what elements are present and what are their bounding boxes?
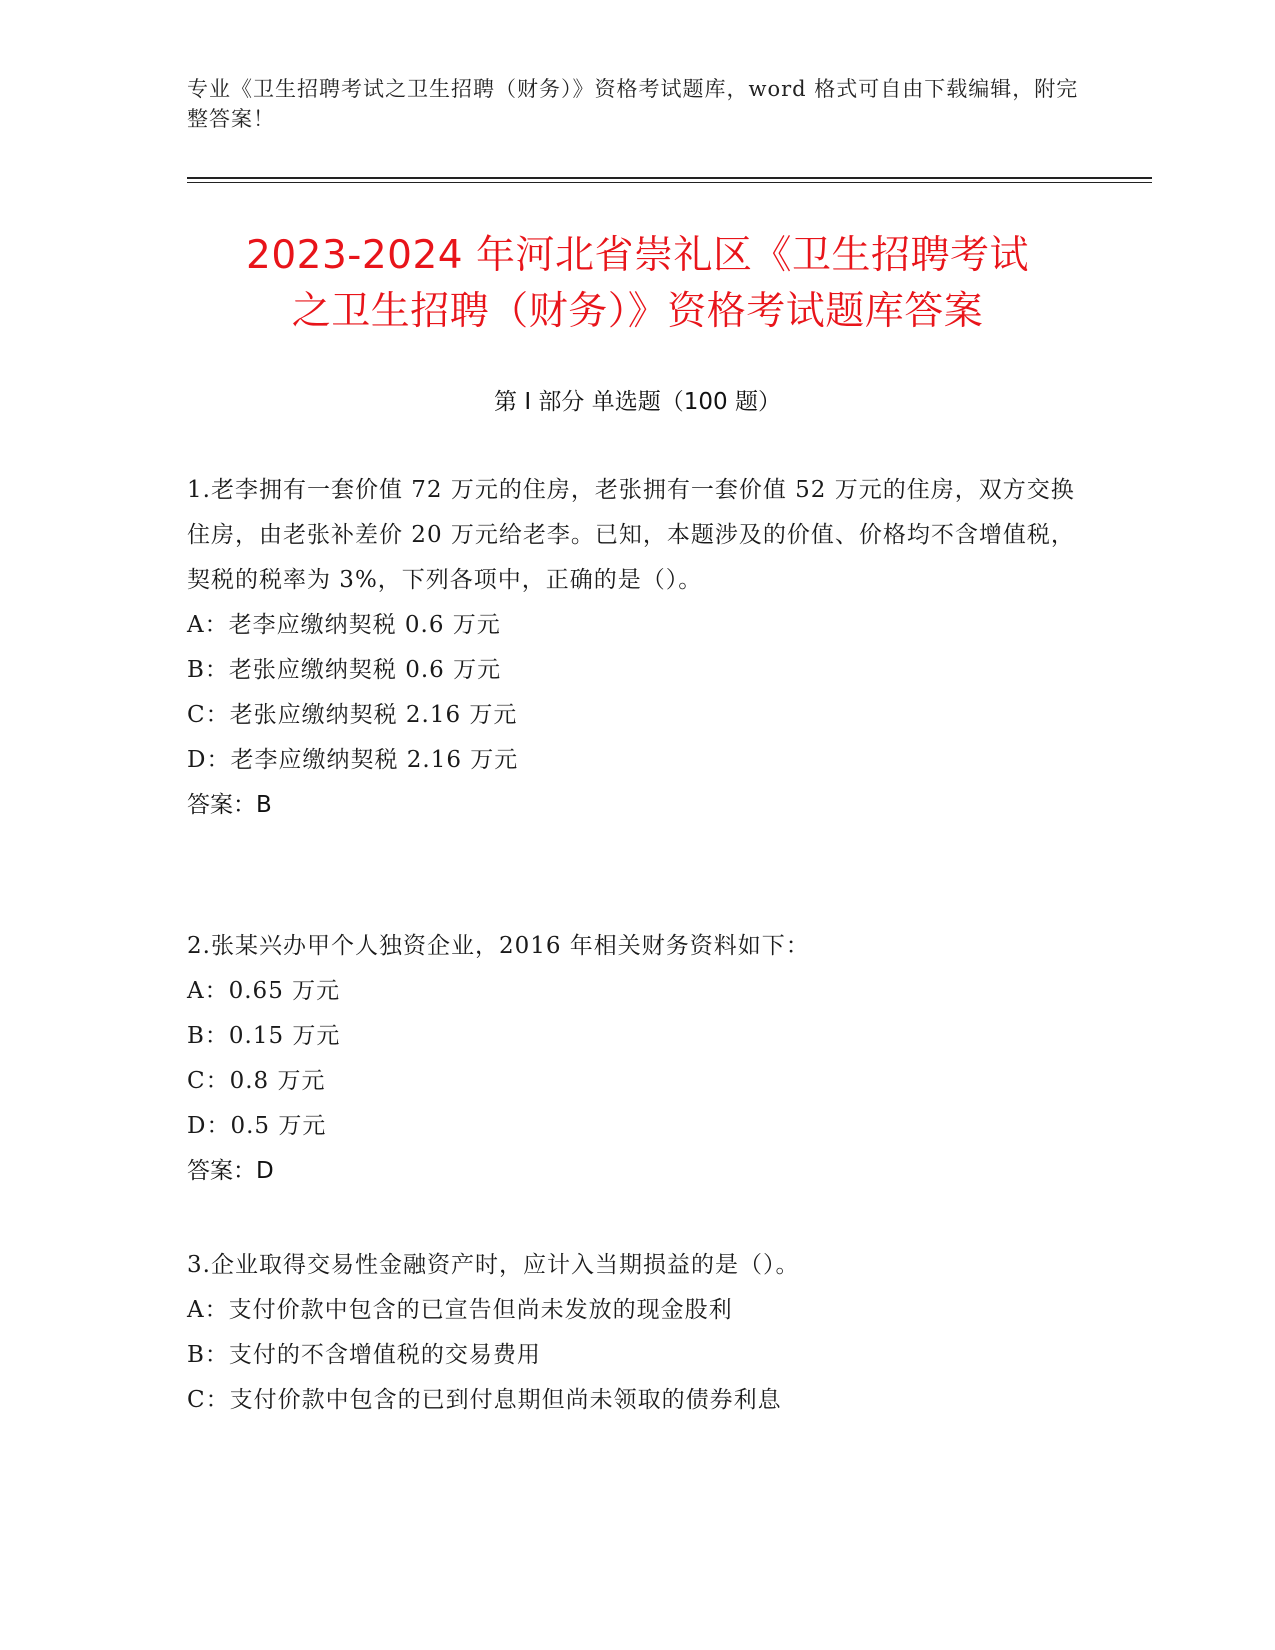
header-note: 专业《卫生招聘考试之卫生招聘（财务）》资格考试题库，word 格式可自由下载编辑，附完整答案！ (187, 77, 1079, 131)
header-divider (187, 177, 1152, 179)
option-b: B：老张应缴纳契税 0.6 万元 (187, 657, 502, 683)
option-c: C：老张应缴纳契税 2.16 万元 (187, 702, 518, 728)
question-stem: 1.老李拥有一套价值 72 万元的住房，老张拥有一套价值 52 万元的住房，双方交换住房，由老张补差价 20 万元给老李。已知，本题涉及的价值、价格均不含增值税，契税的税率为 3%，下列各项中，正确的是（）。 (187, 477, 1075, 593)
header-divider-thin (187, 182, 1152, 183)
document-title-line-2: 之卫生招聘（财务）》资格考试题库答案 (291, 289, 984, 334)
answer: 答案：B (187, 792, 272, 818)
option-b: B：0.15 万元 (187, 1023, 341, 1049)
question-stem: 3.企业取得交易性金融资产时，应计入当期损益的是（）。 (187, 1252, 800, 1278)
document-title (150, 228, 1125, 340)
option-d: D：0.5 万元 (187, 1113, 327, 1139)
option-a: A：支付价款中包含的已宣告但尚未发放的现金股利 (187, 1297, 733, 1323)
option-a: A：老李应缴纳契税 0.6 万元 (187, 612, 501, 638)
question-stem: 2.张某兴办甲个人独资企业，2016 年相关财务资料如下： (187, 933, 810, 959)
option-a: A：0.65 万元 (187, 978, 341, 1004)
option-c: C：支付价款中包含的已到付息期但尚未领取的债券利息 (187, 1387, 782, 1413)
option-d: D：老李应缴纳契税 2.16 万元 (187, 747, 519, 773)
question-3 (187, 1243, 1077, 1423)
question-2 (187, 924, 1077, 1194)
section-title: 第 I 部分 单选题（100 题） (494, 389, 781, 415)
option-c: C：0.8 万元 (187, 1068, 326, 1094)
answer: 答案：D (187, 1158, 274, 1184)
document-title-line-1: 2023-2024 年河北省崇礼区《卫生招聘考试 (246, 233, 1029, 278)
question-1 (187, 468, 1077, 828)
option-b: B：支付的不含增值税的交易费用 (187, 1342, 541, 1368)
